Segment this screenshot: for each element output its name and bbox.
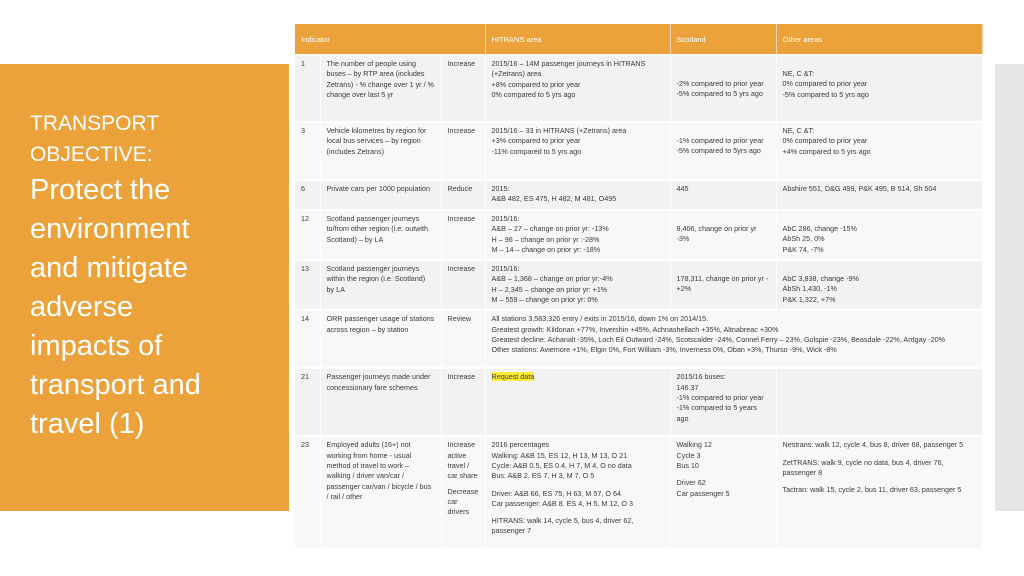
cell-line: -11% compared to 5 yrs ago xyxy=(491,146,582,156)
cell-line: Bus 10 xyxy=(676,460,699,470)
cell-line: +3% compared to prior year xyxy=(491,136,581,146)
cell-line: -1% compared to prior year xyxy=(676,392,764,402)
cell-line: -1% compared to prior year xyxy=(676,136,764,145)
indicator-description: Private cars per 1000 population xyxy=(320,180,441,210)
cell-line: AbC 286, change -15% xyxy=(782,224,857,233)
other-areas-cell: Abshire 551, D&G 499, P&K 495, B 514, Sh 504 xyxy=(776,180,982,210)
cell-line: Cycle 3 xyxy=(676,450,701,460)
hitrans-cell xyxy=(485,436,670,548)
right-edge-strip xyxy=(995,64,1024,511)
objective-title-line: travel (1) xyxy=(30,408,145,440)
header-hitrans-area: HITRANS area xyxy=(485,24,670,55)
cell-line: Other stations: Aviemore +1%, Elgin 0%, Fort William -3%, Inverness 0%, Oban +3%, Thurso -9%, Wick -8% xyxy=(491,345,837,355)
scotland-cell xyxy=(670,436,776,548)
cell-line: Tactran: walk 15, cycle 2, bus 11, driver 63, passenger 5 xyxy=(782,485,962,495)
table-row xyxy=(295,436,982,548)
cell-line: 0% compared to prior year xyxy=(782,136,868,146)
table-header-row xyxy=(295,24,982,55)
target-direction: Increase xyxy=(441,368,485,436)
indicator-number: 14 xyxy=(295,310,320,368)
table-row xyxy=(295,210,982,260)
hitrans-cell xyxy=(485,122,670,180)
table-row xyxy=(295,368,982,436)
cell-line: Car passenger 5 xyxy=(676,488,730,498)
cell-line: -2% compared to prior year xyxy=(676,79,764,88)
objective-title-line: transport and xyxy=(30,369,201,401)
other-areas-cell xyxy=(776,368,982,436)
objective-title-line: adverse xyxy=(30,291,134,323)
target-direction: Increase xyxy=(441,210,485,260)
scotland-cell xyxy=(670,260,776,310)
cell-line: P&K 74, -7% xyxy=(782,244,824,254)
indicator-description: The number of people using buses – by RTP area (includes Zetrans) - % change over 1 yr / % change over last 5 yr xyxy=(320,55,441,122)
cell-line: A&B – 1,368 – change on prior yr:-4% xyxy=(491,274,613,284)
cell-line: +4% compared to 5 yrs ago xyxy=(782,146,871,156)
cell-line: 178,311, change on prior yr - +2% xyxy=(676,274,769,294)
cell-line: AbC 3,838, change -9% xyxy=(782,274,859,284)
indicator-description: ORR passenger usage of stations across region – by station xyxy=(320,310,441,368)
target-direction: Increase xyxy=(441,55,485,122)
cell-line: NE, C &T: xyxy=(782,69,815,78)
hitrans-cell xyxy=(485,210,670,260)
other-areas-cell xyxy=(776,436,982,548)
cell-line: HITRANS: walk 14, cycle 5, bus 4, driver 62, passenger 7 xyxy=(491,516,634,536)
other-areas-cell xyxy=(776,210,982,260)
other-areas-cell xyxy=(776,55,982,122)
target-direction xyxy=(441,436,485,548)
scotland-cell xyxy=(670,368,776,436)
cell-line: A&B – 27 – change on prior yr: -13% xyxy=(491,224,609,234)
table-row xyxy=(295,260,982,310)
station-usage-cell xyxy=(485,310,982,368)
hitrans-cell xyxy=(485,55,670,122)
header-indicator: Indicator xyxy=(295,24,485,55)
indicator-number: 6 xyxy=(295,180,320,210)
cell-line: Driver 62 xyxy=(676,478,706,488)
cell-line: Nestrans: walk 12, cycle 4, bus 8, driver 68, passenger 5 xyxy=(782,440,964,450)
hitrans-cell xyxy=(485,260,670,310)
cell-line: Decrease car drivers xyxy=(447,486,479,517)
cell-line: 2015/16 buses: xyxy=(676,372,726,382)
indicator-number: 13 xyxy=(295,260,320,310)
indicator-number: 3 xyxy=(295,122,320,180)
cell-line: P&K 1,322, +7% xyxy=(782,294,836,304)
objective-title-line: and mitigate xyxy=(30,252,188,284)
header-other-areas: Other areas xyxy=(776,24,982,55)
cell-line: Car passenger: A&B 8. ES 4, H 5, M 12, O 3 xyxy=(491,498,633,508)
table-row xyxy=(295,310,982,368)
cell-line: NE, C &T: xyxy=(782,126,815,135)
target-direction: Increase xyxy=(441,260,485,310)
indicator-description: Passenger journeys made under concessionary fare schemes xyxy=(320,368,441,436)
cell-line: M – 559 – change on prior yr: 0% xyxy=(491,295,598,305)
header-scotland: Scotland xyxy=(670,24,776,55)
cell-line: 2015/16: xyxy=(491,214,520,223)
cell-line: Greatest decline: Achanalt -35%, Loch Eil Outward -24%, Scotscalder -24%, Connel Ferry – 23%, Golspie -23%, Beasdale -22%, Ardgay -20% xyxy=(491,334,945,344)
cell-line: Greatest growth: Kildonan +77%, Invershin +45%, Achnashellach +35%, Altnabreac +30% xyxy=(491,324,779,334)
cell-line: AbSh 1,430, -1% xyxy=(782,284,837,294)
cell-line: AbSh 25, 0% xyxy=(782,234,825,244)
cell-line: Bus: A&B 2, ES 7, H 3, M 7, O 5 xyxy=(491,471,595,481)
cell-line: 2015/16: xyxy=(491,264,520,274)
target-direction: Review xyxy=(441,310,485,368)
table-row xyxy=(295,122,982,180)
scotland-cell xyxy=(670,210,776,260)
indicator-description: Scotland passenger journeys within the region (i.e. Scotland) by LA xyxy=(320,260,441,310)
cell-line: 2015: xyxy=(491,184,510,193)
objective-title-line: Protect the xyxy=(30,174,171,206)
target-direction: Increase xyxy=(441,122,485,180)
other-areas-cell xyxy=(776,122,982,180)
hitrans-cell xyxy=(485,368,670,436)
cell-line: H – 2,345 – change on prior yr: +1% xyxy=(491,284,608,294)
cell-line: Increase active travel / car share xyxy=(447,440,478,481)
scotland-cell xyxy=(670,122,776,180)
cell-line: 0% compared to 5 yrs ago xyxy=(491,89,576,99)
cell-line: +8% compared to prior year xyxy=(491,79,581,89)
cell-line: 2016 percentages xyxy=(491,440,550,450)
table-row xyxy=(295,55,982,122)
indicator-description: Scotland passenger journeys to/from other region (i.e. outwith Scotland) – by LA xyxy=(320,210,441,260)
indicator-description: Employed adults (16+) not working from home - usual method of travel to work – walking / driver van/car / passenger car/van / bicycle / bus / rail / other xyxy=(320,436,441,548)
scotland-cell xyxy=(670,55,776,122)
cell-line: -5% compared to 5 yrs ago xyxy=(676,89,763,99)
cell-line: ZetTRANS: walk 9, cycle no data, bus 4, driver 76, passenger 8 xyxy=(782,457,944,477)
indicator-number: 23 xyxy=(295,436,320,548)
objective-title-line: impacts of xyxy=(30,330,163,362)
cell-line: 8,406, change on prior yr -3% xyxy=(676,224,757,244)
cell-line: A&B 482, ES 475, H 482, M 481, O495 xyxy=(491,194,617,204)
other-areas-cell xyxy=(776,260,982,310)
cell-line: 2015/16 – 33 in HITRANS (+Zetrans) area xyxy=(491,126,627,135)
table-row xyxy=(295,180,982,210)
indicator-description: Vehicle kilometres by region for local bus services – by region (includes Zetrans) xyxy=(320,122,441,180)
cell-line: 146.37 xyxy=(676,382,699,392)
transport-objective xyxy=(30,108,285,443)
indicator-number: 1 xyxy=(295,55,320,122)
request-data-highlight: Request data xyxy=(491,372,535,382)
cell-line: Cycle: A&B 0.5, ES 0.4, H 7, M 4, O no data xyxy=(491,460,632,470)
cell-line: M – 14 – change on prior yr: -18% xyxy=(491,244,601,254)
cell-line: -1% compared to 5 years ago xyxy=(676,403,757,423)
cell-line: 0% compared to prior year xyxy=(782,79,868,89)
hitrans-cell xyxy=(485,180,670,210)
cell-line: -5% compared to 5 yrs ago xyxy=(782,89,869,99)
cell-line: Driver: A&B 66, ES 75, H 63, M 57, O 64 xyxy=(491,488,621,498)
indicator-number: 12 xyxy=(295,210,320,260)
cell-line: Walking: A&B 15, ES 12, H 13, M 13, O 21 xyxy=(491,450,628,460)
indicator-number: 21 xyxy=(295,368,320,436)
cell-line: -5% compared to 5yrs ago xyxy=(676,146,761,156)
objective-label-2: OBJECTIVE: xyxy=(30,143,153,166)
objective-label-1: TRANSPORT xyxy=(30,112,160,135)
scotland-cell: 445 xyxy=(670,180,776,210)
indicator-table xyxy=(295,24,983,548)
cell-line: All stations 3,583,326 entry / exits in 2015/16, down 1% on 2014/15. xyxy=(491,314,709,324)
cell-line: H – 96 – change on prior yr :-28% xyxy=(491,234,600,244)
target-direction: Reduce xyxy=(441,180,485,210)
objective-title-line: environment xyxy=(30,213,190,245)
cell-line: Walking 12 xyxy=(676,440,712,450)
cell-line: 2015/16 – 14M passenger journeys in HITRANS (+Zetrans) area xyxy=(491,59,646,79)
